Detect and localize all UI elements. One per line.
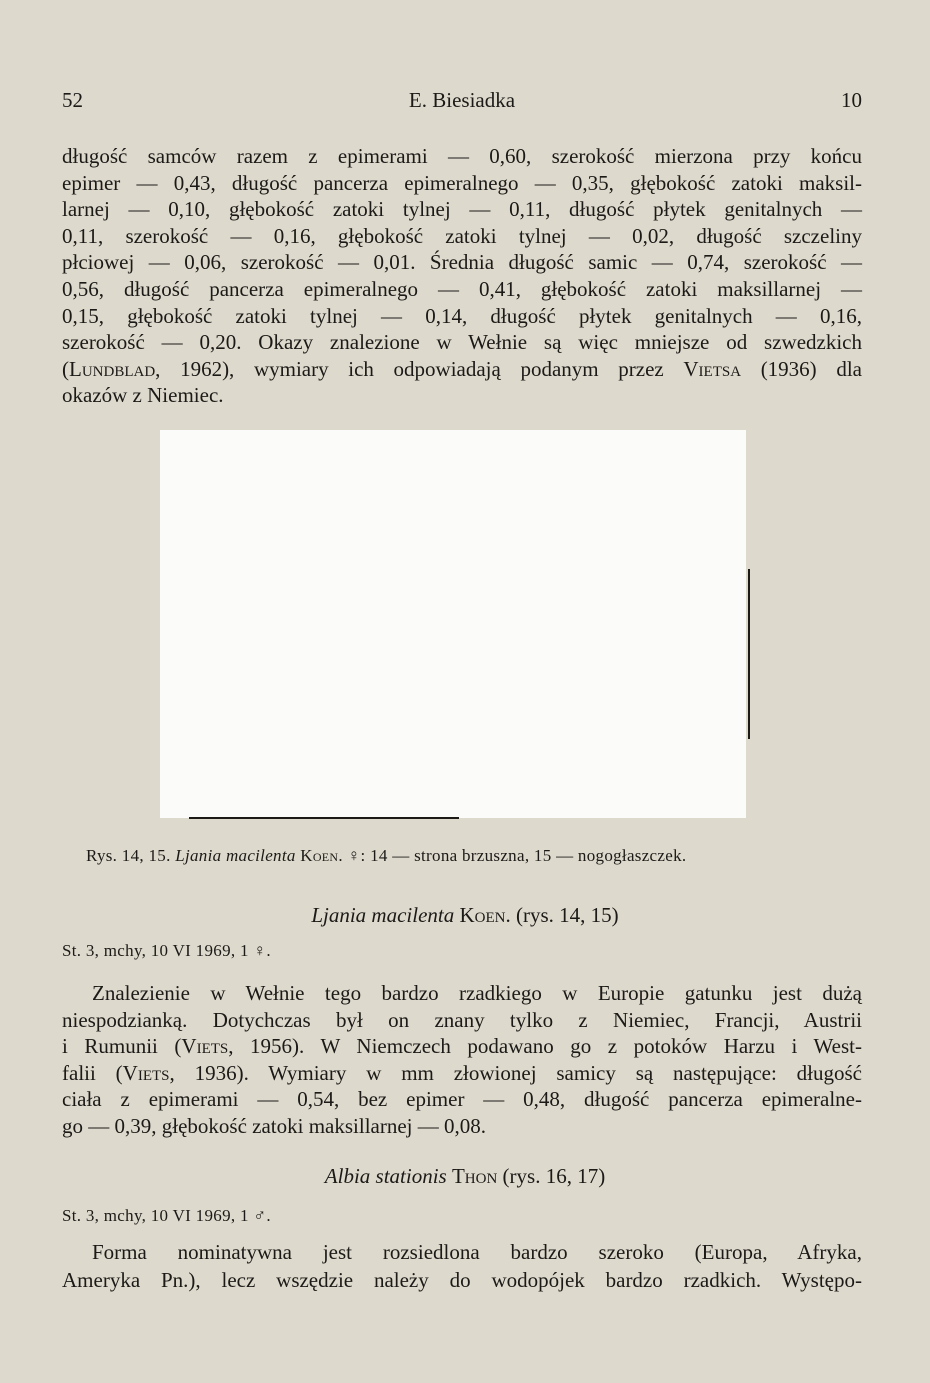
text-line: 0,15, głębokość zatoki tylnej — 0,14, długość płytek genitalnych — 0,16, (62, 303, 862, 328)
text-fragment: falii ( (62, 1060, 123, 1085)
text-line: niespodzianką. Dotychczas był on znany tylko z Niemiec, Francji, Austrii (62, 1007, 862, 1032)
text-line (62, 356, 862, 383)
text-line: Ameryka Pn.), lecz wszędzie należy do wodopójek bardzo rzadkich. Występo- (62, 1268, 862, 1292)
running-head-author: E. Biesiadka (408, 88, 516, 112)
species-name: Albia stationis (324, 1164, 447, 1188)
species-name: Ljania macilenta (311, 903, 455, 927)
text-fragment: i Rumunii ( (62, 1034, 182, 1059)
figure-scale-bar-horizontal (189, 817, 459, 819)
text-fragment: ( (62, 356, 69, 381)
figure-image-area (160, 430, 746, 818)
station-record: St. 3, mchy, 10 VI 1969, 1 ♀. (62, 941, 271, 960)
text-line (62, 1033, 862, 1060)
text-fragment: , 1956). W Niemczech podawano go z potoków Harzu i West- (228, 1034, 862, 1059)
text-line: 0,11, szerokość — 0,16, głębokość zatoki tylnej — 0,02, długość szczeliny (62, 223, 862, 248)
species-ref: . (rys. 14, 15) (505, 903, 619, 927)
text-line: go — 0,39, głębokość zatoki maksillarnej — 0,08. (62, 1113, 487, 1138)
text-line: epimer — 0,43, długość pancerza epimeralnego — 0,35, głębokość zatoki maksil- (62, 170, 862, 195)
albia-paragraph (62, 1238, 862, 1294)
page-number-right: 10 (841, 88, 862, 112)
text-line: Forma nominatywna jest rozsiedlona bardzo szeroko (Europa, Afryka, (92, 1240, 862, 1264)
figure-scale-bar-vertical (748, 569, 750, 739)
species-author: Thon (451, 1164, 498, 1188)
species-heading-albia (0, 1164, 930, 1189)
text-line (62, 1060, 862, 1087)
author-citation: Vietsa (683, 356, 742, 381)
author-citation: Viets (122, 1060, 170, 1085)
station-record: St. 3, mchy, 10 VI 1969, 1 ♂. (62, 1206, 271, 1225)
text-fragment: , 1962), wymiary ich odpowiadają podanym przez (155, 356, 684, 381)
text-line: płciowej — 0,06, szerokość — 0,01. Średnia długość samic — 0,74, szerokość — (62, 250, 862, 275)
caption-rest: . ♀: 14 — strona brzuszna, 15 — nogogłaszczek. (338, 846, 687, 865)
page-number-left: 52 (62, 88, 83, 112)
text-line: Znalezienie w Wełnie tego bardzo rzadkiego w Europie gatunku jest dużą (92, 981, 862, 1005)
species-author: Koen (459, 903, 506, 927)
caption-author: Koen (300, 846, 339, 865)
caption-species: Ljania macilenta (175, 846, 296, 865)
figure-caption (86, 846, 686, 866)
species-ref: (rys. 16, 17) (497, 1164, 606, 1188)
text-line: larnej — 0,10, głębokość zatoki tylnej — 0,11, długość płytek genitalnych — (62, 197, 862, 222)
text-line: szerokość — 0,20. Okazy znalezione w Wełnie są więc mniejsze od szwedzkich (62, 330, 862, 355)
text-line: 0,56, długość pancerza epimeralnego — 0,41, głębokość zatoki maksillarnej — (62, 276, 862, 301)
caption-prefix: Rys. 14, 15. (86, 846, 176, 865)
ljania-paragraph (62, 980, 862, 1140)
text-line: okazów z Niemiec. (62, 383, 224, 408)
species-heading-ljania (0, 903, 930, 928)
author-citation: Lundblad (69, 356, 156, 381)
page-header (62, 88, 862, 120)
text-line: ciała z epimerami — 0,54, bez epimer — 0,48, długość pancerza epimeralne- (62, 1087, 862, 1112)
measurements-paragraph (62, 143, 862, 409)
author-citation: Viets (181, 1034, 229, 1059)
text-fragment: , 1936). Wymiary w mm złowionej samicy są następujące: długość (169, 1060, 863, 1085)
text-line: długość samców razem z epimerami — 0,60, szerokość mierzona przy końcu (62, 144, 862, 168)
text-fragment: (1936) dla (741, 356, 862, 381)
